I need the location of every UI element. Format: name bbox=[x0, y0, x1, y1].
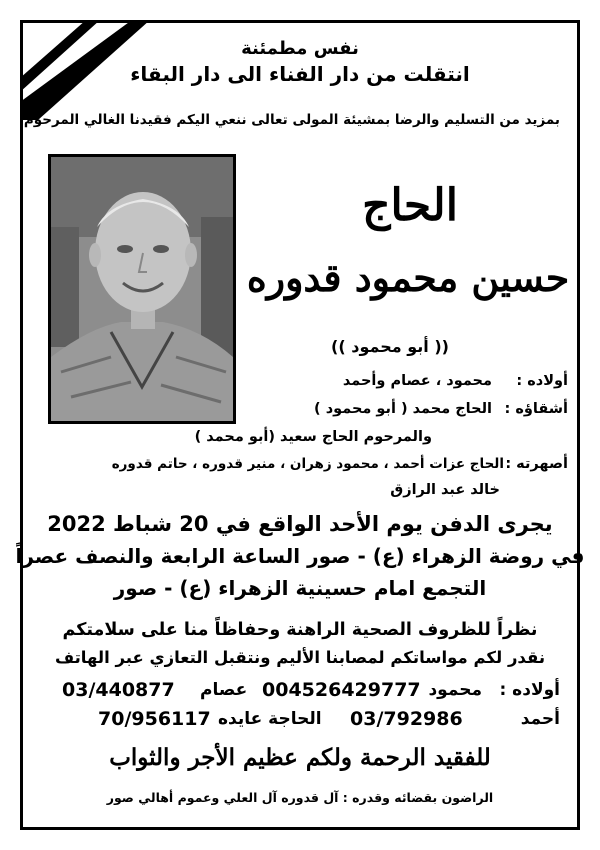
contact-issam-label: عصام bbox=[200, 680, 248, 700]
contact-hajja-label: الحاجة عايده bbox=[218, 709, 322, 729]
burial-line2: في روضة الزهراء (ع) - صور الساعة الرابعة والنصف عصراً bbox=[15, 544, 585, 568]
contact-ahmad-phone: 03/792986 bbox=[350, 708, 463, 730]
contact-mahmoud-label: محمود bbox=[428, 680, 482, 700]
portrait-image bbox=[51, 157, 233, 421]
burial-line1: يجرى الدفن يوم الأحد الواقع في 20 شباط 2022 bbox=[47, 512, 553, 536]
deceased-name: حسين محمود قدوره bbox=[246, 255, 570, 300]
notice-line1: نظراً للظروف الصحية الراهنة وحفاظاً منا على سلامتكم bbox=[62, 620, 538, 640]
brothers-label: أشقاؤه : bbox=[504, 401, 568, 417]
brothers-line2: والمرحوم الحاج سعيد (أبو محمد ) bbox=[194, 429, 432, 445]
inlaws-label: أصهرته : bbox=[505, 456, 568, 472]
contacts-label: أولاده : bbox=[499, 680, 560, 700]
announcement-line: بمزيد من التسليم والرضا بمشيئة المولى تعالى ننعي اليكم فقيدنا الغالي المرحوم bbox=[23, 112, 560, 128]
contact-issam-phone: 03/440877 bbox=[62, 679, 175, 701]
closing-prayer: للفقيد الرحمة ولكم عظيم الأجر والثواب bbox=[109, 744, 491, 771]
contact-hajja-phone: 70/956117 bbox=[98, 708, 211, 730]
deceased-photo bbox=[48, 154, 236, 424]
deceased-title: الحاج bbox=[362, 180, 458, 231]
subheading-line: انتقلت من دار الفناء الى دار البقاء bbox=[130, 62, 470, 86]
children-names: محمود ، عصام وأحمد bbox=[342, 373, 492, 389]
inlaws-line2: خالد عبد الرازق bbox=[390, 482, 500, 498]
brothers-line1: الحاج محمد ( أبو محمود ) bbox=[314, 401, 492, 417]
signature-line: الراضون بقضائه وقدره : آل قدوره آل العلي وعموم أهالي صور bbox=[106, 790, 494, 805]
children-label: أولاده : bbox=[516, 373, 568, 389]
contact-mahmoud-phone: 004526429777 bbox=[262, 679, 421, 701]
contact-ahmad-label: أحمد bbox=[520, 709, 560, 729]
opening-line: نفس مطمئنة bbox=[241, 38, 359, 59]
notice-line2: نقدر لكم مواساتكم لمصابنا الأليم ونتقبل التعازي عبر الهاتف bbox=[54, 648, 546, 667]
deceased-nickname: (( أبو محمود )) bbox=[331, 337, 449, 356]
inlaws-line1: الحاج عزات أحمد ، محمود زهران ، منير قدوره ، حاتم قدوره bbox=[111, 456, 504, 472]
burial-line3: التجمع امام حسينية الزهراء (ع) - صور bbox=[113, 576, 487, 600]
